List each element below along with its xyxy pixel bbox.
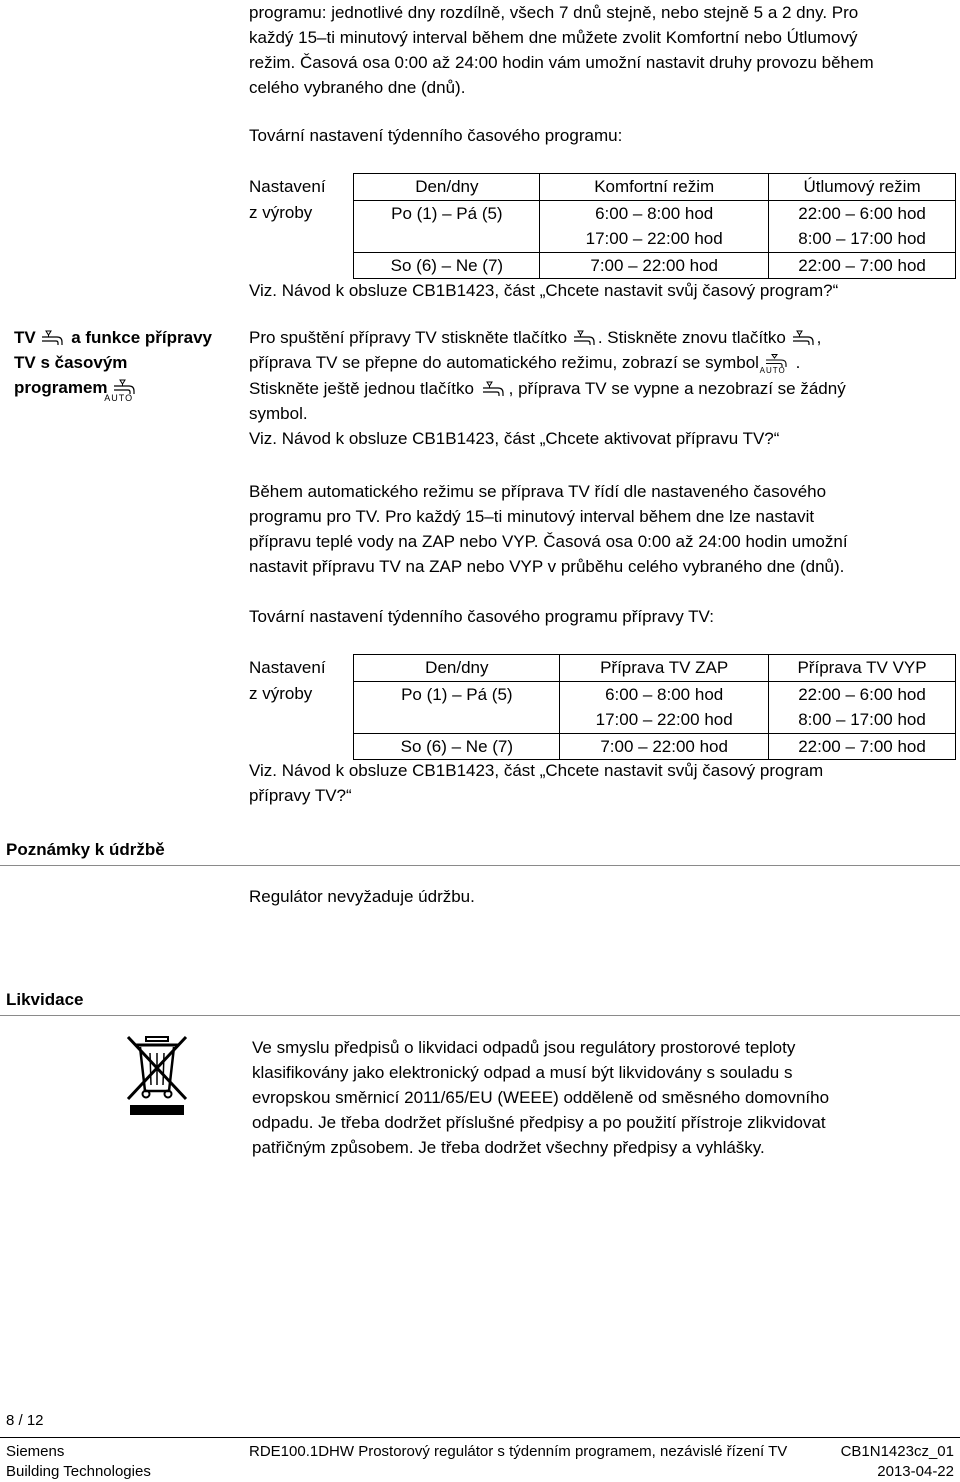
tap-button-icon <box>572 329 598 347</box>
tap-auto-icon: AUTO <box>764 354 796 376</box>
header-days: Den/dny <box>354 655 560 682</box>
disposal-text: Ve smyslu předpisů o likvidaci odpadů jsou regulátory prostorové teploty klasifikovány jako elektronický odpad a musí být likvidovány s souladu s evropskou směrnicí 2011/65/EU (WEEE) odděleně od směsného domovního odpadu. Je třeba dodržet příslušné předpisy a po použití přístroje zlikvidovat patřičným způsobem. Je třeba dodržet všechny předpisy a vyhlášky. <box>252 1038 830 1157</box>
table-cell: Po (1) – Pá (5) <box>354 200 540 252</box>
table-cell: 22:00 – 7:00 hod <box>769 252 956 279</box>
weee-crossed-bin-icon <box>126 1033 188 1122</box>
dhw-program-heading: Tovární nastavení týdenního časového programu přípravy TV: <box>249 607 714 626</box>
footer-company: Siemens Building Technologies <box>6 1443 151 1480</box>
heating-program-heading: Tovární nastavení týdenního časového programu: <box>249 126 623 145</box>
header-dhw-on: Příprava TV ZAP <box>560 655 769 682</box>
table-label: Nastavení <box>249 176 326 196</box>
footer-document-info: CB1N1423cz_01 2013-04-22 <box>840 1443 954 1480</box>
tap-icon <box>40 329 66 347</box>
heating-program-table <box>249 173 956 279</box>
table-cell: Po (1) – Pá (5) <box>354 681 560 733</box>
maintenance-title: Poznámky k údržbě <box>6 840 165 859</box>
dhw-program-table: Nastavení Den/dny Příprava TV ZAP Příprava TV VYP z výroby Po (1) – Pá (5) 6:00 – 8:00 hod 17:00 – 22:00 hod 22:00 – 6:00 hod 8:00 – 17:00 hod So (6) – Ne (7) 7:00 – 22:00 hod 22:00 – 7:00 hod <box>249 654 956 760</box>
table-cell: 22:00 – 6:00 hod 8:00 – 17:00 hod <box>769 681 956 733</box>
header-days: Den/dny <box>354 174 540 201</box>
table-cell: 7:00 – 22:00 hod <box>560 733 769 760</box>
header-comfort: Komfortní režim <box>540 174 769 201</box>
table-cell: So (6) – Ne (7) <box>354 733 560 760</box>
table-cell: 6:00 – 8:00 hod 17:00 – 22:00 hod <box>560 681 769 733</box>
header-economy: Útlumový režim <box>769 174 956 201</box>
intro-paragraph: programu: jednotlivé dny rozdílně, všech 7 dnů stejně, nebo stejně 5 a 2 dny. Pro každý 15–ti minutový interval během dne můžete zvolit Komfortní nebo Útlumový režim. Časová osa 0:00 až 24:00 hodin vám umožní nastavit druhy provozu během celého vybraného dne (dnů). <box>249 3 874 97</box>
tap-button-icon <box>479 380 509 398</box>
page-number: 8 / 12 <box>6 1412 44 1429</box>
table-cell: 6:00 – 8:00 hod 17:00 – 22:00 hod <box>540 200 769 252</box>
section-divider <box>0 1015 960 1016</box>
section-divider <box>0 865 960 866</box>
dhw-paragraph-1: Pro spuštění přípravy TV stiskněte tlačítko . Stiskněte znovu tlačítko , příprava TV se přepne do automatického režimu, zobrazí se symbol AUTO . Stiskněte ještě jednou tlačítko , příprava TV se vypne a nezobrazí se žádný symbol. Viz. Návod k obsluze CB1B1423, část „Chcete aktivovat přípravu TV?“ <box>249 328 846 448</box>
dhw-section-title: TV a funkce přípravy TV s časovým programem AUTO <box>14 328 212 403</box>
tap-button-icon <box>791 329 817 347</box>
heating-program-reference: Viz. Návod k obsluze CB1B1423, část „Chcete nastavit svůj časový program?“ <box>249 281 839 300</box>
dhw-program-reference: Viz. Návod k obsluze CB1B1423, část „Chcete nastavit svůj časový program přípravy TV?“ <box>249 761 824 805</box>
footer-document-title: RDE100.1DHW Prostorový regulátor s týdenním programem, nezávislé řízení TV <box>249 1443 788 1460</box>
footer-divider <box>0 1437 960 1438</box>
table-cell: 7:00 – 22:00 hod <box>540 252 769 279</box>
dhw-paragraph-2: Během automatického režimu se příprava TV řídí dle nastaveného časového programu pro TV. Pro každý 15–ti minutový interval během dne lze nastavit přípravu teplé vody na ZAP nebo VYP. Časová osa 0:00 až 24:00 hodin umožní nastavit přípravu TV na ZAP nebo VYP v průběhu celého vybraného dne (dnů). <box>249 482 848 576</box>
table-cell: So (6) – Ne (7) <box>354 252 540 279</box>
table-cell: 22:00 – 7:00 hod <box>769 733 956 760</box>
disposal-title: Likvidace <box>6 990 84 1009</box>
header-dhw-off: Příprava TV VYP <box>769 655 956 682</box>
tap-auto-icon: AUTO <box>112 379 142 405</box>
table-label: z výroby <box>249 203 313 222</box>
maintenance-text: Regulátor nevyžaduje údržbu. <box>249 887 475 906</box>
table-cell: 22:00 – 6:00 hod 8:00 – 17:00 hod <box>769 200 956 252</box>
